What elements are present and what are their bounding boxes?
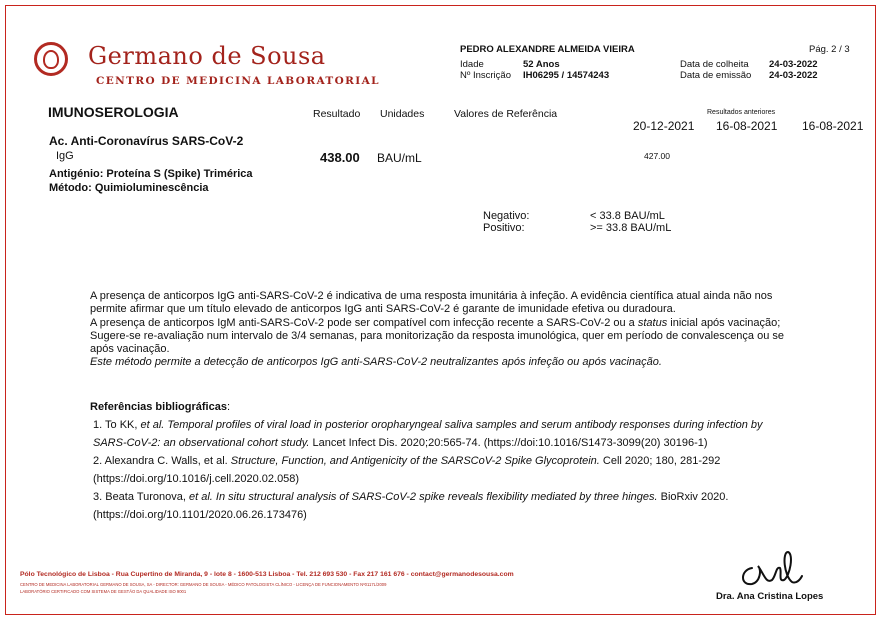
age-label: Idade (460, 59, 484, 70)
handwritten-signature-icon (738, 548, 808, 588)
interpretation-notes (90, 290, 810, 370)
page-number: Pág. 2 / 3 (809, 44, 850, 55)
reference-text: 1. To KK, (93, 419, 141, 431)
reference-italic: et al. In situ structural analysis of SARS-CoV-2 spike reveals flexibility mediated by three hinges. (189, 491, 658, 503)
previous-date: 20-12-2021 (633, 119, 695, 133)
collection-date-value: 24-03-2022 (769, 59, 818, 70)
reference-text: BioRxiv 2020. (https://doi.org/10.1101/2020.06.26.173476) (93, 491, 729, 521)
logo-subtitle: CENTRO DE MEDICINA LABORATORIAL (96, 75, 380, 87)
note-paragraph (90, 317, 810, 330)
emission-date-label: Data de emissão (680, 70, 752, 81)
previous-date: 16-08-2021 (716, 119, 778, 133)
emission-date-value: 24-03-2022 (769, 70, 818, 81)
reference-italic: et al. Temporal profiles of viral load in posterior oropharyngeal saliva samples and serum antibody responses during infection by SARS-CoV-2: an observational cohort study. (93, 419, 763, 449)
ref-negative-label: Negativo: (483, 210, 530, 222)
reference-text: 3. Beata Turonova, (93, 491, 190, 503)
column-units: Unidades (380, 108, 425, 120)
reference-text: Cell 2020; 180, 281-292 (https://doi.org/10.1016/j.cell.2020.02.058) (93, 455, 721, 485)
inscription-value: IH06295 / 14574243 (523, 70, 610, 81)
method-line: Método: Quimioluminescência (49, 182, 209, 194)
test-subname: IgG (56, 150, 74, 162)
result-value: 438.00 (320, 150, 360, 165)
note-paragraph: Sugere-se re-avaliação num intervalo de 3/4 semanas, para monitorização da resposta imunológica, quer em período de convalescença ou se após vacinação. (90, 329, 785, 356)
column-reference: Valores de Referência (454, 108, 558, 120)
reference-item (90, 416, 790, 452)
reference-item (90, 452, 790, 488)
logo-title: Germano de Sousa (88, 42, 326, 70)
note-italic-paragraph: Este método permite a detecção de anticorpos IgG anti-SARS-CoV-2 neutralizantes após infeção ou após vacinação. (90, 356, 662, 369)
age-value: 52 Anos (523, 59, 560, 70)
references-title: Referências bibliográficas (90, 401, 227, 413)
note-text: A presença de anticorpos IgM anti-SARS-CoV-2 pode ser compatível com infecção recente a SARS-CoV-2 ou a (90, 316, 638, 329)
footer-certification-line: LABORATÓRIO CERTIFICADO COM SISTEMA DE GESTÃO DA QUALIDADE ISO 9001 (20, 589, 187, 594)
note-italic: status (637, 316, 668, 329)
reference-item (90, 488, 790, 524)
references-heading (90, 398, 790, 416)
footer-legal-line: CENTRO DE MEDICINA LABORATORIAL GERMANO DE SOUSA, SA - DIRECTOR: GERMANO DE SOUSA - MÉDICO PATOLOGISTA CLÍNICO - LICENÇA DE FUNCIONAMENTO Nº0117L/2009 (20, 582, 387, 587)
antigen-line: Antigénio: Proteína S (Spike) Trimérica (49, 168, 253, 180)
references-colon: : (226, 401, 231, 413)
ref-negative-value: < 33.8 BAU/mL (590, 210, 665, 222)
lab-logo-ring-icon (34, 42, 68, 76)
column-result: Resultado (313, 108, 361, 120)
reference-italic: Structure, Function, and Antigenicity of the SARSCoV-2 Spike Glycoprotein. (230, 455, 600, 467)
reference-text: Lancet Infect Dis. 2020;20:565-74. (https://doi:10.1016/S1473-3099(20) 30196-1) (309, 437, 708, 449)
footer-address: Pólo Tecnológico de Lisboa - Rua Cupertino de Miranda, 9 - lote 8 - 1600-513 Lisboa - Tel. 212 693 530 - Fax 217 161 676 - contact@germanodesousa.com (20, 571, 514, 578)
note-paragraph: A presença de anticorpos IgG anti-SARS-CoV-2 é indicativa de uma resposta imunitária à infeção. A evidência científica atual ainda não nos permite afirmar que um título elevado de anticorpos IgG anti SARS-CoV-2 é garante de imunidade efetiva ou duradoura. (90, 290, 773, 316)
result-unit: BAU/mL (377, 151, 422, 165)
note-text: inicial após vacinação; (667, 316, 781, 329)
patient-name: PEDRO ALEXANDRE ALMEIDA VIEIRA (460, 44, 635, 55)
references (90, 398, 790, 524)
ref-positive-value: >= 33.8 BAU/mL (590, 222, 672, 234)
previous-result-value: 427.00 (644, 151, 670, 161)
test-name: Ac. Anti-Coronavírus SARS-CoV-2 (49, 134, 244, 148)
inscription-label: Nº Inscrição (460, 70, 511, 81)
reference-text: 2. Alexandra C. Walls, et al. (93, 455, 231, 467)
column-previous-results: Resultados anteriores (707, 109, 776, 116)
collection-date-label: Data de colheita (680, 59, 749, 70)
previous-date: 16-08-2021 (802, 119, 864, 133)
section-title: IMUNOSEROLOGIA (48, 104, 179, 120)
ref-positive-label: Positivo: (483, 222, 525, 234)
signer-name: Dra. Ana Cristina Lopes (716, 591, 824, 602)
